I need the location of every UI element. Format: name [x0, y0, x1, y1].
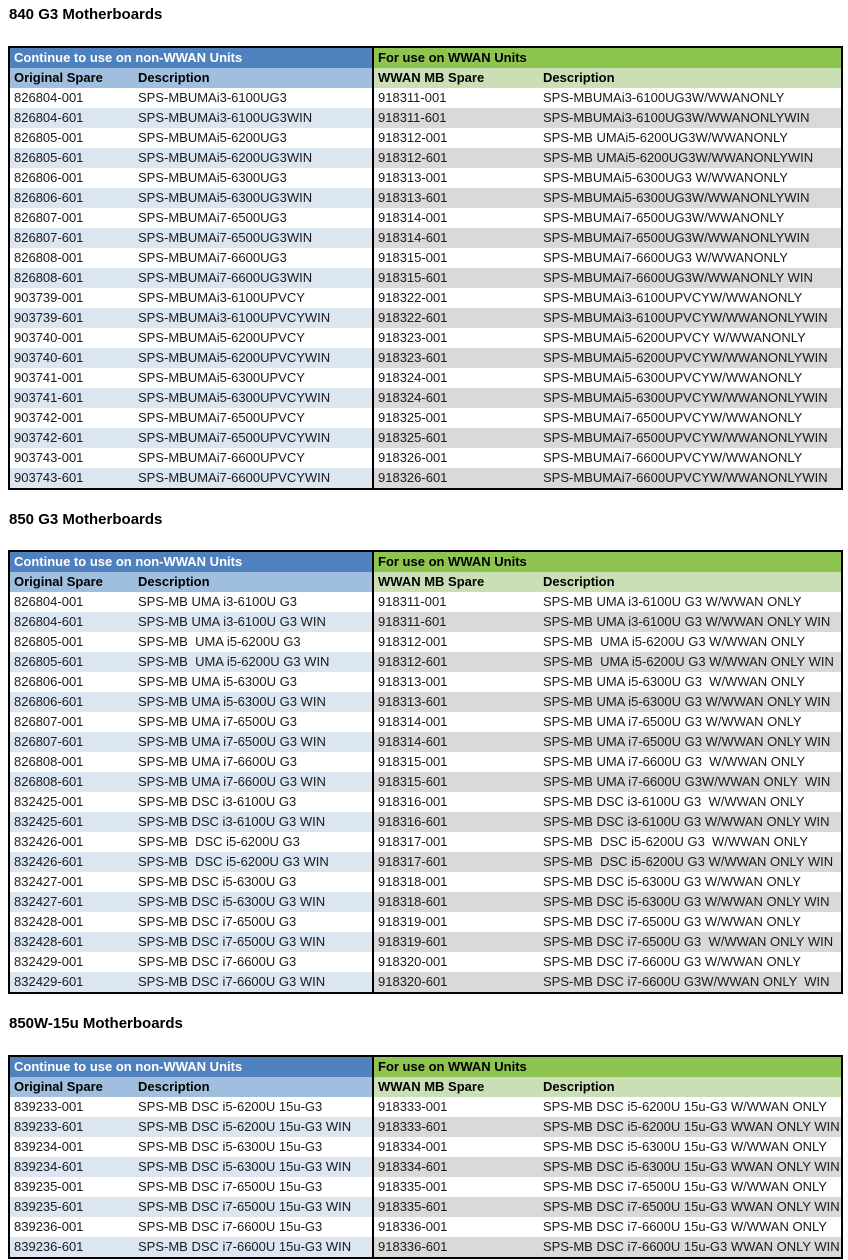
- wwan-description-cell: SPS-MB DSC i5-6200U 15u-G3 WWAN ONLY WIN: [539, 1117, 842, 1137]
- wwan-mb-spare-cell: 918312-601: [373, 652, 539, 672]
- original-spare-cell: 839233-601: [9, 1117, 134, 1137]
- original-spare-cell: 839234-001: [14, 1138, 84, 1154]
- description-cell: SPS-MB UMA i7-6600U G3 WIN: [134, 772, 373, 792]
- description-cell: SPS-MBUMAi3-6100UPVCY: [138, 289, 305, 305]
- table-row: [9, 972, 842, 993]
- description-cell: SPS-MBUMAi5-6200UPVCY: [138, 329, 305, 345]
- wwan-mb-spare-cell: 918311-001: [373, 88, 539, 108]
- section-840-g3: [8, 7, 841, 490]
- wwan-description-cell: SPS-MBUMAi7-6600UPVCYW/WWANONLYWIN: [539, 468, 842, 489]
- col-header-description: Description: [134, 68, 373, 88]
- wwan-mb-spare-cell: 918315-001: [373, 752, 539, 772]
- original-spare-cell: 826806-601: [9, 188, 134, 208]
- wwan-description-cell: SPS-MBUMAi7-6500UG3W/WWANONLY: [543, 209, 785, 225]
- wwan-mb-spare-cell: 918317-601: [373, 852, 539, 872]
- wwan-description-cell: SPS-MB DSC i7-6500U 15u-G3 WWAN ONLY WIN: [539, 1197, 842, 1217]
- section-title: 850W-15u Motherboards: [9, 1015, 183, 1032]
- original-spare-cell: 903741-001: [14, 369, 84, 385]
- original-spare-cell: 832429-601: [9, 972, 134, 993]
- table-row: [9, 428, 842, 448]
- description-cell: SPS-MB DSC i3-6100U G3 WIN: [134, 812, 373, 832]
- description-cell: SPS-MBUMAi7-6500UPVCY: [138, 409, 305, 425]
- description-cell: SPS-MBUMAi5-6300UPVCY: [138, 369, 305, 385]
- wwan-description-cell: SPS-MB DSC i7-6600U 15u-G3 WWAN ONLY WIN: [539, 1237, 842, 1258]
- description-cell: SPS-MBUMAi5-6200UPVCYWIN: [134, 348, 373, 368]
- table-row: [9, 732, 842, 752]
- description-cell: SPS-MB UMA i3-6100U G3: [138, 594, 297, 609]
- description-cell: SPS-MB DSC i5-6300U 15u-G3 WIN: [134, 1157, 373, 1177]
- description-cell: SPS-MBUMAi7-6600UPVCYWIN: [134, 468, 373, 489]
- original-spare-cell: 832426-001: [14, 834, 84, 849]
- col-header-wwan-mb-spare: WWAN MB Spare: [373, 68, 539, 88]
- original-spare-cell: 826804-601: [9, 612, 134, 632]
- wwan-mb-spare-cell: 918316-601: [373, 812, 539, 832]
- wwan-description-cell: SPS-MB UMAi5-6200UG3W/WWANONLYWIN: [539, 148, 842, 168]
- table-row: [9, 368, 842, 388]
- column-header-row: [9, 1077, 842, 1097]
- column-header-row: [9, 572, 842, 592]
- wwan-mb-spare-cell: 918314-001: [373, 712, 539, 732]
- wwan-mb-spare-cell: 918318-001: [373, 872, 539, 892]
- original-spare-cell: 839233-001: [14, 1098, 84, 1114]
- original-spare-cell: 839235-601: [9, 1197, 134, 1217]
- wwan-mb-spare-cell: 918316-001: [373, 792, 539, 812]
- original-spare-cell: 832428-601: [9, 932, 134, 952]
- table-row: [9, 88, 842, 108]
- original-spare-cell: 826807-601: [9, 732, 134, 752]
- table-row: [9, 792, 842, 812]
- description-cell: SPS-MBUMAi5-6200UG3: [138, 129, 287, 145]
- description-cell: SPS-MBUMAi3-6100UG3: [138, 89, 287, 105]
- description-cell: SPS-MBUMAi7-6600UG3: [138, 249, 287, 265]
- group-header-row: [9, 47, 842, 68]
- col-header-wwan-description: Description: [539, 1077, 842, 1097]
- original-spare-cell: 826804-001: [14, 89, 84, 105]
- wwan-mb-spare-cell: 918334-001: [373, 1137, 539, 1157]
- original-spare-cell: 826805-601: [9, 148, 134, 168]
- group-header-row: [9, 551, 842, 572]
- wwan-description-cell: SPS-MB DSC i5-6300U G3 W/WWAN ONLY: [543, 874, 801, 889]
- description-cell: SPS-MB UMA i7-6500U G3: [138, 714, 297, 729]
- table-row: [9, 1197, 842, 1217]
- wwan-mb-spare-cell: 918311-001: [373, 592, 539, 612]
- wwan-description-cell: SPS-MB UMA i7-6500U G3 W/WWAN ONLY WIN: [539, 732, 842, 752]
- spares-table-840-g3: [8, 46, 843, 490]
- original-spare-cell: 839234-601: [9, 1157, 134, 1177]
- description-cell: SPS-MBUMAi7-6500UG3WIN: [134, 228, 373, 248]
- table-row: [9, 632, 842, 652]
- original-spare-cell: 839236-001: [14, 1218, 84, 1234]
- original-spare-cell: 903741-601: [9, 388, 134, 408]
- wwan-description-cell: SPS-MBUMAi5-6300UPVCYW/WWANONLY: [543, 369, 803, 385]
- wwan-description-cell: SPS-MB UMA i5-6300U G3 W/WWAN ONLY WIN: [539, 692, 842, 712]
- col-header-wwan-description: Description: [539, 572, 842, 592]
- description-cell: SPS-MB UMA i3-6100U G3 WIN: [134, 612, 373, 632]
- table-row: [9, 772, 842, 792]
- col-header-wwan-mb-spare: WWAN MB Spare: [373, 1077, 539, 1097]
- wwan-description-cell: SPS-MB DSC i7-6500U 15u-G3 W/WWAN ONLY: [543, 1178, 827, 1194]
- wwan-mb-spare-cell: 918319-601: [373, 932, 539, 952]
- wwan-description-cell: SPS-MB UMA i3-6100U G3 W/WWAN ONLY WIN: [539, 612, 842, 632]
- wwan-description-cell: SPS-MB DSC i5-6300U G3 W/WWAN ONLY WIN: [539, 892, 842, 912]
- original-spare-cell: 826806-001: [14, 169, 84, 185]
- wwan-mb-spare-cell: 918313-601: [373, 692, 539, 712]
- wwan-description-cell: SPS-MBUMAi5-6300UG3 W/WWANONLY: [543, 169, 788, 185]
- wwan-mb-spare-cell: 918335-601: [373, 1197, 539, 1217]
- original-spare-cell: 832427-001: [14, 874, 84, 889]
- wwan-description-cell: SPS-MB DSC i5-6200U G3 W/WWAN ONLY: [543, 834, 809, 849]
- wwan-description-cell: SPS-MBUMAi7-6600UG3 W/WWANONLY: [543, 249, 788, 265]
- wwan-mb-spare-cell: 918311-601: [373, 108, 539, 128]
- table-row: [9, 168, 842, 188]
- original-spare-cell: 826808-601: [9, 772, 134, 792]
- original-spare-cell: 826805-001: [14, 129, 84, 145]
- wwan-description-cell: SPS-MB DSC i7-6600U G3W/WWAN ONLY WIN: [539, 972, 842, 993]
- table-row: [9, 108, 842, 128]
- table-row: [9, 832, 842, 852]
- section-title: 840 G3 Motherboards: [9, 6, 163, 23]
- table-row: [9, 328, 842, 348]
- table-row: [9, 612, 842, 632]
- wwan-mb-spare-cell: 918317-001: [373, 832, 539, 852]
- wwan-description-cell: SPS-MB UMA i7-6600U G3W/WWAN ONLY WIN: [539, 772, 842, 792]
- wwan-description-cell: SPS-MB DSC i5-6200U G3 W/WWAN ONLY WIN: [539, 852, 842, 872]
- wwan-description-cell: SPS-MB DSC i7-6600U G3 W/WWAN ONLY: [543, 954, 801, 969]
- description-cell: SPS-MB DSC i7-6600U G3 WIN: [134, 972, 373, 993]
- section-850w-15u: [8, 1016, 841, 1259]
- description-cell: SPS-MB DSC i5-6200U 15u-G3: [138, 1098, 323, 1114]
- description-cell: SPS-MBUMAi5-6200UG3WIN: [134, 148, 373, 168]
- wwan-mb-spare-cell: 918314-601: [373, 228, 539, 248]
- original-spare-cell: 826808-001: [14, 249, 84, 265]
- table-row: [9, 468, 842, 489]
- wwan-mb-spare-cell: 918312-001: [373, 128, 539, 148]
- wwan-description-cell: SPS-MB DSC i7-6500U G3 W/WWAN ONLY WIN: [539, 932, 842, 952]
- wwan-description-cell: SPS-MBUMAi5-6300UG3W/WWANONLYWIN: [539, 188, 842, 208]
- description-cell: SPS-MB DSC i5-6300U 15u-G3: [138, 1138, 323, 1154]
- table-row: [9, 208, 842, 228]
- description-cell: SPS-MB DSC i7-6600U G3: [138, 954, 297, 969]
- original-spare-cell: 903742-601: [9, 428, 134, 448]
- original-spare-cell: 826804-001: [14, 594, 84, 609]
- wwan-mb-spare-cell: 918336-601: [373, 1237, 539, 1258]
- wwan-mb-spare-cell: 918322-001: [373, 288, 539, 308]
- wwan-mb-spare-cell: 918315-601: [373, 268, 539, 288]
- description-cell: SPS-MB UMA i5-6200U G3: [138, 634, 301, 649]
- description-cell: SPS-MB DSC i7-6500U G3: [138, 914, 297, 929]
- table-row: [9, 1157, 842, 1177]
- table-row: [9, 128, 842, 148]
- original-spare-cell: 903739-001: [14, 289, 84, 305]
- table-row: [9, 1137, 842, 1157]
- description-cell: SPS-MB UMA i7-6500U G3 WIN: [134, 732, 373, 752]
- wwan-description-cell: SPS-MB UMA i5-6200U G3 W/WWAN ONLY WIN: [539, 652, 842, 672]
- table-row: [9, 448, 842, 468]
- description-cell: SPS-MB DSC i5-6300U G3: [138, 874, 297, 889]
- description-cell: SPS-MB DSC i7-6600U 15u-G3: [138, 1218, 323, 1234]
- wwan-mb-spare-cell: 918314-601: [373, 732, 539, 752]
- description-cell: SPS-MB UMA i5-6300U G3 WIN: [134, 692, 373, 712]
- description-cell: SPS-MB DSC i5-6200U 15u-G3 WIN: [134, 1117, 373, 1137]
- description-cell: SPS-MBUMAi5-6300UG3: [138, 169, 287, 185]
- wwan-mb-spare-cell: 918324-001: [373, 368, 539, 388]
- wwan-description-cell: SPS-MBUMAi3-6100UPVCYW/WWANONLY: [543, 289, 803, 305]
- col-header-original-spare: Original Spare: [9, 572, 134, 592]
- wwan-mb-spare-cell: 918315-601: [373, 772, 539, 792]
- wwan-description-cell: SPS-MB UMA i7-6500U G3 W/WWAN ONLY: [543, 714, 802, 729]
- wwan-description-cell: SPS-MB UMA i5-6200U G3 W/WWAN ONLY: [543, 634, 806, 649]
- table-row: [9, 288, 842, 308]
- wwan-mb-spare-cell: 918326-001: [373, 448, 539, 468]
- original-spare-cell: 839235-001: [14, 1178, 84, 1194]
- table-row: [9, 592, 842, 612]
- wwan-description-cell: SPS-MBUMAi7-6600UG3W/WWANONLY WIN: [539, 268, 842, 288]
- wwan-mb-spare-cell: 918322-601: [373, 308, 539, 328]
- description-cell: SPS-MBUMAi5-6300UG3WIN: [134, 188, 373, 208]
- wwan-description-cell: SPS-MB DSC i3-6100U G3 W/WWAN ONLY WIN: [539, 812, 842, 832]
- table-row: [9, 248, 842, 268]
- wwan-description-cell: SPS-MBUMAi3-6100UPVCYW/WWANONLYWIN: [539, 308, 842, 328]
- table-row: [9, 852, 842, 872]
- wwan-description-cell: SPS-MB DSC i5-6300U 15u-G3 W/WWAN ONLY: [543, 1138, 827, 1154]
- wwan-description-cell: SPS-MBUMAi3-6100UG3W/WWANONLYWIN: [539, 108, 842, 128]
- description-cell: SPS-MB UMA i5-6300U G3: [138, 674, 297, 689]
- description-cell: SPS-MB DSC i7-6500U G3 WIN: [134, 932, 373, 952]
- table-row: [9, 388, 842, 408]
- section-title: 850 G3 Motherboards: [9, 510, 163, 528]
- wwan-mb-spare-cell: 918326-601: [373, 468, 539, 489]
- original-spare-cell: 903742-001: [14, 409, 84, 425]
- col-header-original-spare: Original Spare: [9, 1077, 134, 1097]
- wwan-description-cell: SPS-MB UMA i5-6300U G3 W/WWAN ONLY: [543, 674, 806, 689]
- wwan-description-cell: SPS-MBUMAi7-6500UG3W/WWANONLYWIN: [539, 228, 842, 248]
- wwan-mb-spare-cell: 918323-001: [373, 328, 539, 348]
- description-cell: SPS-MBUMAi7-6500UPVCYWIN: [134, 428, 373, 448]
- wwan-mb-spare-cell: 918325-001: [373, 408, 539, 428]
- original-spare-cell: 832425-601: [9, 812, 134, 832]
- original-spare-cell: 826805-001: [14, 634, 84, 649]
- table-row: [9, 228, 842, 248]
- wwan-group-header: For use on WWAN Units: [373, 47, 842, 68]
- col-header-description: Description: [134, 572, 373, 592]
- wwan-mb-spare-cell: 918320-001: [373, 952, 539, 972]
- table-row: [9, 672, 842, 692]
- wwan-mb-spare-cell: 918325-601: [373, 428, 539, 448]
- original-spare-cell: 826804-601: [9, 108, 134, 128]
- description-cell: SPS-MB DSC i3-6100U G3: [138, 794, 297, 809]
- wwan-mb-spare-cell: 918334-601: [373, 1157, 539, 1177]
- description-cell: SPS-MB DSC i7-6500U 15u-G3: [138, 1178, 323, 1194]
- table-row: [9, 652, 842, 672]
- wwan-mb-spare-cell: 918312-601: [373, 148, 539, 168]
- wwan-mb-spare-cell: 918311-601: [373, 612, 539, 632]
- wwan-mb-spare-cell: 918313-001: [373, 168, 539, 188]
- wwan-description-cell: SPS-MB DSC i5-6200U 15u-G3 W/WWAN ONLY: [543, 1098, 827, 1114]
- wwan-mb-spare-cell: 918319-001: [373, 912, 539, 932]
- wwan-description-cell: SPS-MBUMAi7-6500UPVCYW/WWANONLY: [543, 409, 803, 425]
- original-spare-cell: 826807-001: [14, 209, 84, 225]
- description-cell: SPS-MB DSC i5-6300U G3 WIN: [134, 892, 373, 912]
- original-spare-cell: 903740-601: [9, 348, 134, 368]
- description-cell: SPS-MBUMAi7-6500UG3: [138, 209, 287, 225]
- description-cell: SPS-MBUMAi3-6100UG3WIN: [134, 108, 373, 128]
- table-row: [9, 1097, 842, 1117]
- table-row: [9, 148, 842, 168]
- wwan-description-cell: SPS-MB DSC i3-6100U G3 W/WWAN ONLY: [543, 794, 805, 809]
- original-spare-cell: 903743-601: [9, 468, 134, 489]
- description-cell: SPS-MB UMA i7-6600U G3: [138, 754, 297, 769]
- col-header-wwan-description: Description: [539, 68, 842, 88]
- original-spare-cell: 826808-001: [14, 754, 84, 769]
- wwan-mb-spare-cell: 918320-601: [373, 972, 539, 993]
- wwan-mb-spare-cell: 918333-001: [373, 1097, 539, 1117]
- wwan-mb-spare-cell: 918314-001: [373, 208, 539, 228]
- description-cell: SPS-MBUMAi7-6600UPVCY: [138, 449, 305, 465]
- description-cell: SPS-MB UMA i5-6200U G3 WIN: [134, 652, 373, 672]
- col-header-description: Description: [134, 1077, 373, 1097]
- original-spare-cell: 832426-601: [9, 852, 134, 872]
- non-wwan-group-header: Continue to use on non-WWAN Units: [9, 551, 373, 572]
- table-row: [9, 712, 842, 732]
- non-wwan-group-header: Continue to use on non-WWAN Units: [9, 1056, 373, 1077]
- wwan-description-cell: SPS-MBUMAi5-6300UPVCYW/WWANONLYWIN: [539, 388, 842, 408]
- spares-table-850-g3: [8, 550, 843, 994]
- original-spare-cell: 832429-001: [14, 954, 84, 969]
- original-spare-cell: 903739-601: [9, 308, 134, 328]
- original-spare-cell: 839236-601: [9, 1237, 134, 1258]
- table-row: [9, 308, 842, 328]
- original-spare-cell: 903743-001: [14, 449, 84, 465]
- table-row: [9, 268, 842, 288]
- wwan-mb-spare-cell: 918333-601: [373, 1117, 539, 1137]
- description-cell: SPS-MB DSC i7-6600U 15u-G3 WIN: [134, 1237, 373, 1258]
- table-row: [9, 1217, 842, 1237]
- section-850-g3: [8, 512, 841, 995]
- table-row: [9, 408, 842, 428]
- table-row: [9, 348, 842, 368]
- original-spare-cell: 903740-001: [14, 329, 84, 345]
- wwan-description-cell: SPS-MB DSC i7-6600U 15u-G3 W/WWAN ONLY: [543, 1218, 827, 1234]
- wwan-description-cell: SPS-MBUMAi5-6200UPVCY W/WWANONLY: [543, 329, 806, 345]
- table-row: [9, 812, 842, 832]
- wwan-mb-spare-cell: 918323-601: [373, 348, 539, 368]
- table-row: [9, 1177, 842, 1197]
- column-header-row: [9, 68, 842, 88]
- wwan-mb-spare-cell: 918335-001: [373, 1177, 539, 1197]
- wwan-description-cell: SPS-MBUMAi7-6500UPVCYW/WWANONLYWIN: [539, 428, 842, 448]
- non-wwan-group-header: Continue to use on non-WWAN Units: [9, 47, 373, 68]
- description-cell: SPS-MBUMAi7-6600UG3WIN: [134, 268, 373, 288]
- wwan-mb-spare-cell: 918315-001: [373, 248, 539, 268]
- wwan-description-cell: SPS-MBUMAi5-6200UPVCYW/WWANONLYWIN: [539, 348, 842, 368]
- wwan-description-cell: SPS-MB DSC i5-6300U 15u-G3 WWAN ONLY WIN: [539, 1157, 842, 1177]
- table-row: [9, 912, 842, 932]
- table-row: [9, 952, 842, 972]
- wwan-mb-spare-cell: 918313-601: [373, 188, 539, 208]
- original-spare-cell: 826806-601: [9, 692, 134, 712]
- description-cell: SPS-MB DSC i7-6500U 15u-G3 WIN: [134, 1197, 373, 1217]
- wwan-description-cell: SPS-MBUMAi7-6600UPVCYW/WWANONLY: [543, 449, 803, 465]
- original-spare-cell: 826806-001: [14, 674, 84, 689]
- table-row: [9, 1117, 842, 1137]
- wwan-mb-spare-cell: 918324-601: [373, 388, 539, 408]
- description-cell: SPS-MB DSC i5-6200U G3: [138, 834, 300, 849]
- original-spare-cell: 832425-001: [14, 794, 84, 809]
- wwan-description-cell: SPS-MBUMAi3-6100UG3W/WWANONLY: [543, 89, 785, 105]
- description-cell: SPS-MBUMAi5-6300UPVCYWIN: [134, 388, 373, 408]
- wwan-description-cell: SPS-MB UMA i7-6600U G3 W/WWAN ONLY: [543, 754, 806, 769]
- col-header-wwan-mb-spare: WWAN MB Spare: [373, 572, 539, 592]
- group-header-row: [9, 1056, 842, 1077]
- wwan-group-header: For use on WWAN Units: [373, 1056, 842, 1077]
- table-row: [9, 692, 842, 712]
- description-cell: SPS-MBUMAi3-6100UPVCYWIN: [134, 308, 373, 328]
- table-row: [9, 872, 842, 892]
- description-cell: SPS-MB DSC i5-6200U G3 WIN: [134, 852, 373, 872]
- table-row: [9, 932, 842, 952]
- original-spare-cell: 832427-601: [9, 892, 134, 912]
- wwan-description-cell: SPS-MB UMA i3-6100U G3 W/WWAN ONLY: [543, 594, 802, 609]
- wwan-mb-spare-cell: 918313-001: [373, 672, 539, 692]
- original-spare-cell: 826805-601: [9, 652, 134, 672]
- original-spare-cell: 826808-601: [9, 268, 134, 288]
- table-row: [9, 892, 842, 912]
- spares-table-850w-15u: [8, 1055, 843, 1259]
- wwan-description-cell: SPS-MB DSC i7-6500U G3 W/WWAN ONLY: [543, 914, 801, 929]
- table-row: [9, 188, 842, 208]
- wwan-description-cell: SPS-MB UMAi5-6200UG3W/WWANONLY: [543, 129, 788, 145]
- col-header-original-spare: Original Spare: [9, 68, 134, 88]
- original-spare-cell: 826807-601: [9, 228, 134, 248]
- original-spare-cell: 826807-001: [14, 714, 84, 729]
- wwan-mb-spare-cell: 918318-601: [373, 892, 539, 912]
- table-row: [9, 1237, 842, 1258]
- wwan-mb-spare-cell: 918312-001: [373, 632, 539, 652]
- wwan-group-header: For use on WWAN Units: [373, 551, 842, 572]
- wwan-mb-spare-cell: 918336-001: [373, 1217, 539, 1237]
- table-row: [9, 752, 842, 772]
- original-spare-cell: 832428-001: [14, 914, 84, 929]
